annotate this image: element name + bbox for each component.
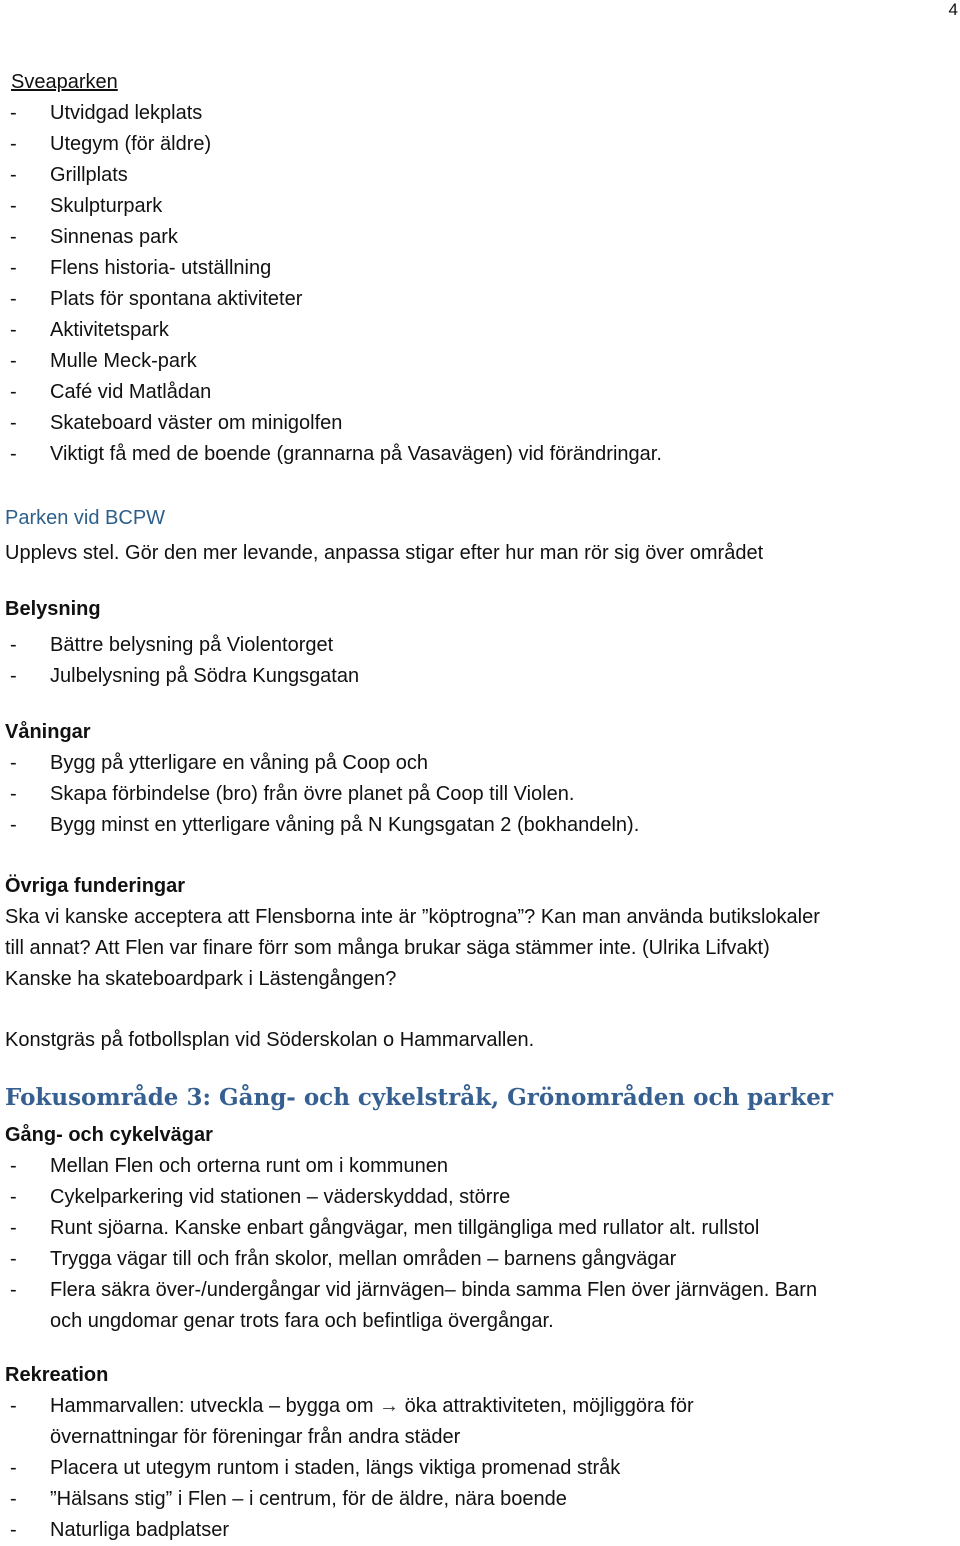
focus-heading: Fokusområde 3: Gång- och cykelstråk, Grönområden och parker <box>5 1084 833 1111</box>
list-item: - Flera säkra över-/undergångar vid järnvägen– binda samma Flen över järnvägen. Barn <box>10 1279 818 1301</box>
list-item: - Viktigt få med de boende (grannarna på Vasavägen) vid förändringar. <box>10 443 662 465</box>
list-item: - Trygga vägar till och från skolor, mellan områden – barnens gångvägar <box>10 1248 677 1270</box>
list-item: - Mellan Flen och orterna runt om i kommunen <box>10 1155 448 1177</box>
list-item-continuation: övernattningar för föreningar från andra städer <box>50 1426 461 1448</box>
ovriga-section <box>5 871 955 1056</box>
list-item: - Runt sjöarna. Kanske enbart gångvägar, men tillgängliga med rullator alt. rullstol <box>10 1217 760 1239</box>
ovriga-heading: Övriga funderingar <box>5 875 186 897</box>
parken-heading: Parken vid BCPW <box>5 507 166 529</box>
parken-section <box>5 503 955 569</box>
rekreation-heading: Rekreation <box>5 1364 109 1386</box>
belysning-heading: Belysning <box>5 598 101 620</box>
ovriga-line-1: Ska vi kanske acceptera att Flensborna inte är ”köptrogna”? Kan man använda butikslokaler <box>5 906 820 928</box>
list-item: - Julbelysning på Södra Kungsgatan <box>10 665 360 687</box>
sveaparken-section <box>5 67 955 470</box>
list-item: - Hammarvallen: utveckla – bygga om → öka attraktiviteten, möjliggöra för <box>10 1395 694 1417</box>
list-item: - Sinnenas park <box>10 226 178 248</box>
list-item: - Aktivitetspark <box>10 319 169 341</box>
list-item: - ”Hälsans stig” i Flen – i centrum, för de äldre, nära boende <box>10 1488 567 1510</box>
vaningar-heading: Våningar <box>5 721 91 743</box>
list-item: - Bygg på ytterligare en våning på Coop och <box>10 752 429 774</box>
vaningar-section <box>5 717 955 841</box>
sveaparken-heading: Sveaparken <box>11 71 118 93</box>
list-item: - Bättre belysning på Violentorget <box>10 634 334 656</box>
sveaparken-list <box>5 98 955 470</box>
gang-section <box>5 1120 955 1337</box>
vaningar-list <box>5 748 955 841</box>
ovriga-line-3: Kanske ha skateboardpark i Lästengången? <box>5 968 397 990</box>
belysning-section <box>5 594 955 692</box>
list-item: - Utegym (för äldre) <box>10 133 212 155</box>
konstgras-text: Konstgräs på fotbollsplan vid Söderskolan o Hammarvallen. <box>5 1029 535 1051</box>
list-item: - Naturliga badplatser <box>10 1519 229 1541</box>
list-item: - Bygg minst en ytterligare våning på N Kungsgatan 2 (bokhandeln). <box>10 814 640 836</box>
list-item: - Skulpturpark <box>10 195 163 217</box>
list-item: - Placera ut utegym runtom i staden, längs viktiga promenad stråk <box>10 1457 621 1479</box>
gang-heading: Gång- och cykelvägar <box>5 1124 213 1146</box>
list-item: - Skapa förbindelse (bro) från övre planet på Coop till Violen. <box>10 783 575 805</box>
arrow-right-icon: → <box>379 1395 400 1417</box>
list-item-continuation: och ungdomar genar trots fara och befintliga övergångar. <box>50 1310 554 1332</box>
parken-text: Upplevs stel. Gör den mer levande, anpassa stigar efter hur man rör sig över området <box>5 542 764 564</box>
gang-list <box>5 1151 955 1337</box>
focus-section <box>5 1080 955 1116</box>
list-item: - Utvidgad lekplats <box>10 102 203 124</box>
list-item: - Skateboard väster om minigolfen <box>10 412 343 434</box>
list-item: - Flens historia- utställning <box>10 257 272 279</box>
ovriga-line-2: till annat? Att Flen var finare förr som många brukar säga stämmer inte. (Ulrika Lifvakt) <box>5 937 770 959</box>
list-item: - Cykelparkering vid stationen – väderskyddad, större <box>10 1186 511 1208</box>
list-item: - Grillplats <box>10 164 128 186</box>
page-number: 4 <box>948 0 958 19</box>
rekreation-list <box>5 1391 955 1546</box>
list-item: - Café vid Matlådan <box>10 381 212 403</box>
belysning-list <box>5 630 955 692</box>
rekreation-section <box>5 1360 955 1546</box>
list-item: - Plats för spontana aktiviteter <box>10 288 303 310</box>
list-item: - Mulle Meck-park <box>10 350 197 372</box>
